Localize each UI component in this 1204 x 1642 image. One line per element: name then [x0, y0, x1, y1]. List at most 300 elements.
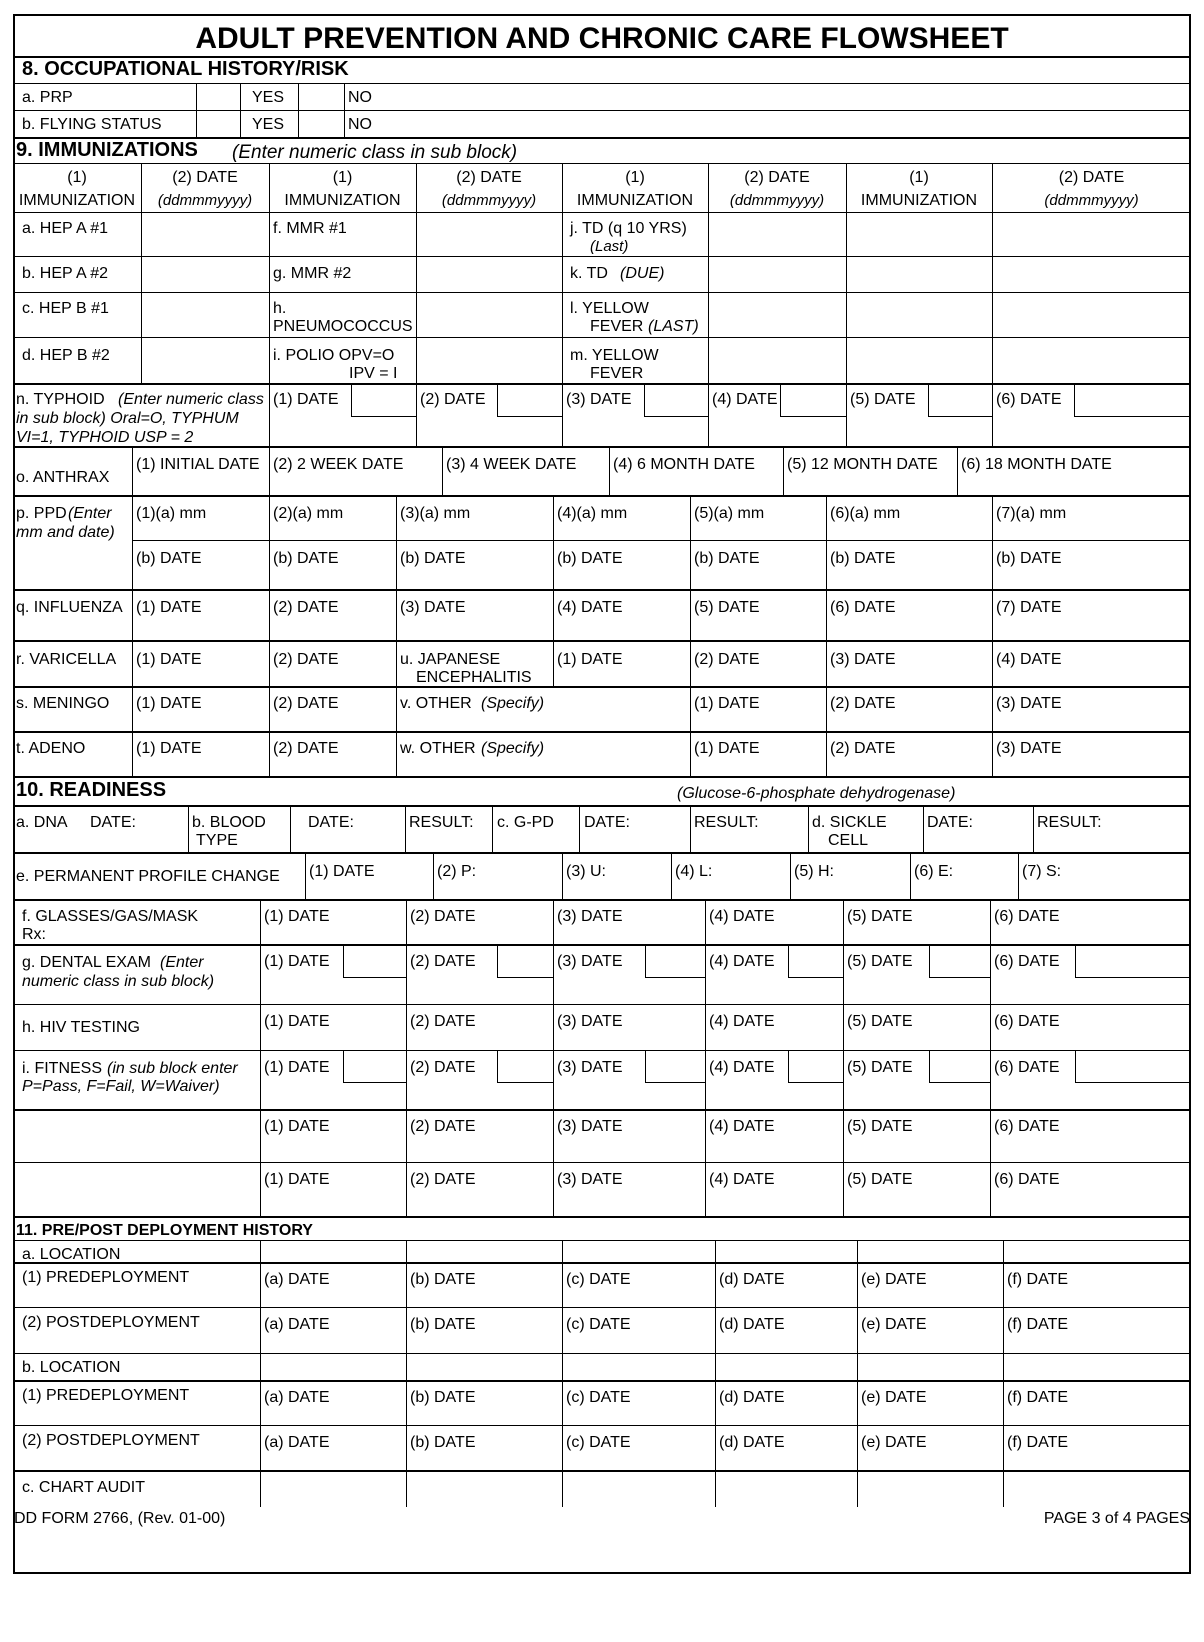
v-rule — [492, 805, 493, 852]
v-rule — [553, 1050, 554, 1109]
location-label: b. LOCATION — [22, 1359, 121, 1376]
readiness-date: (4) DATE — [709, 1059, 775, 1076]
h-rule — [13, 1004, 1191, 1005]
readiness-date: (2) DATE — [410, 953, 476, 970]
deployment-date: (e) DATE — [861, 1389, 927, 1406]
h-rule — [645, 977, 705, 978]
v-rule — [396, 495, 397, 589]
influenza-date: (4) DATE — [557, 599, 623, 616]
v-rule — [990, 1004, 991, 1050]
v-rule — [690, 495, 691, 589]
readiness-date: (1) DATE — [264, 1013, 330, 1030]
page-number: PAGE 3 of 4 PAGES — [1043, 1510, 1190, 1527]
readiness-field: DATE: — [90, 814, 136, 831]
readiness-field: d. SICKLE — [812, 814, 887, 831]
deployment-date: (c) DATE — [566, 1434, 631, 1451]
deployment-date: (e) DATE — [861, 1271, 927, 1288]
readiness-date: (3) DATE — [557, 1171, 623, 1188]
v-rule — [843, 1109, 844, 1162]
readiness-date: (2) DATE — [410, 1013, 476, 1030]
v-rule — [808, 805, 809, 852]
v-rule — [406, 944, 407, 1004]
v-rule — [396, 640, 397, 686]
deployment-date: (c) DATE — [566, 1316, 631, 1333]
other-date: (3) DATE — [996, 695, 1062, 712]
immunization-item: j. TD (q 10 YRS) — [570, 220, 687, 237]
v-rule — [553, 944, 554, 1004]
immunization-item: m. YELLOW — [570, 347, 659, 364]
h-rule — [929, 977, 990, 978]
meningo-date: (1) DATE — [136, 695, 202, 712]
v-rule — [343, 1050, 344, 1082]
chart-audit-label: c. CHART AUDIT — [22, 1479, 145, 1496]
deployment-date: (a) DATE — [264, 1271, 330, 1288]
occupational-row-label: a. PRP — [22, 89, 73, 106]
v-rule — [910, 852, 911, 899]
readiness-date: (5) DATE — [847, 1013, 913, 1030]
typhoid-label: (Enter numeric class — [118, 391, 264, 408]
deployment-date: (a) DATE — [264, 1434, 330, 1451]
varicella-date: (1) DATE — [136, 651, 202, 668]
readiness-date: (6) DATE — [994, 1118, 1060, 1135]
adeno-label: t. ADENO — [16, 740, 86, 757]
ppd-mm: (3)(a) mm — [400, 505, 471, 522]
immunization-item: g. MMR #2 — [273, 265, 352, 282]
v-rule — [788, 1050, 789, 1082]
h-rule — [13, 383, 1191, 385]
v-rule — [269, 383, 270, 446]
profile-cell: (2) P: — [437, 863, 477, 880]
h-rule — [788, 977, 843, 978]
anthrax-date: (2) 2 WEEK DATE — [273, 456, 404, 473]
section-10-header: 10. READINESS — [16, 779, 167, 801]
readiness-date: (6) DATE — [994, 1013, 1060, 1030]
col-header: (ddmmmyyyy) — [1044, 192, 1139, 209]
fitness-label: P=Pass, F=Fail, W=Waiver) — [22, 1078, 220, 1095]
h-rule — [13, 944, 1191, 946]
no-label: NO — [348, 116, 372, 133]
typhoid-label: n. TYPHOID — [16, 391, 105, 408]
typhoid-label: in sub block) Oral=O, TYPHUM — [16, 410, 239, 427]
v-rule — [690, 589, 691, 640]
v-rule — [705, 1004, 706, 1050]
h-rule — [13, 1425, 1191, 1426]
v-rule — [553, 899, 554, 944]
ppd-label: mm and date) — [16, 524, 115, 541]
typhoid-date: (4) DATE — [712, 391, 778, 408]
h-rule — [351, 416, 416, 417]
readiness-date: (1) DATE — [264, 1118, 330, 1135]
immunization-item: (DUE) — [620, 265, 665, 282]
anthrax-label: o. ANTHRAX — [16, 469, 110, 486]
v-rule — [260, 944, 261, 1004]
influenza-label: q. INFLUENZA — [16, 599, 123, 616]
v-rule — [1075, 1050, 1076, 1082]
h-rule — [13, 776, 1191, 778]
hiv-label: h. HIV TESTING — [22, 1019, 140, 1036]
v-rule — [846, 383, 847, 446]
v-rule — [553, 640, 554, 686]
v-rule — [1074, 383, 1075, 416]
readiness-date: (3) DATE — [557, 908, 623, 925]
other-date: (2) DATE — [830, 740, 896, 757]
v-rule — [396, 731, 397, 776]
readiness-field: b. BLOOD — [192, 814, 266, 831]
v-rule — [497, 1050, 498, 1082]
deployment-date: (b) DATE — [410, 1434, 476, 1451]
influenza-date: (5) DATE — [694, 599, 760, 616]
v-rule — [715, 1240, 716, 1507]
je-date: (4) DATE — [996, 651, 1062, 668]
col-header: (2) DATE — [744, 169, 810, 186]
col-header: (ddmmmyyyy) — [441, 192, 537, 209]
v-rule — [992, 589, 993, 640]
readiness-field: TYPE — [196, 832, 238, 849]
col-header: (2) DATE — [172, 169, 238, 186]
v-rule — [406, 1004, 407, 1050]
deployment-date: (d) DATE — [719, 1389, 785, 1406]
v-rule — [788, 944, 789, 977]
col-header: (1) — [909, 169, 929, 186]
h-rule — [13, 589, 1191, 591]
v-rule — [260, 1050, 261, 1109]
col-header: IMMUNIZATION — [18, 192, 136, 209]
h-rule — [13, 163, 1191, 164]
deployment-date: (d) DATE — [719, 1316, 785, 1333]
v-rule — [826, 731, 827, 776]
anthrax-date: (1) INITIAL DATE — [136, 456, 260, 473]
col-header: (ddmmmyyyy) — [729, 192, 825, 209]
readiness-date: (5) DATE — [847, 953, 913, 970]
flowsheet-form — [13, 14, 1191, 1574]
h-rule — [343, 977, 406, 978]
v-rule — [990, 1162, 991, 1216]
form-title: ADULT PREVENTION AND CHRONIC CARE FLOWSHEET — [195, 22, 1009, 55]
v-rule — [396, 589, 397, 640]
meningo-date: (2) DATE — [273, 695, 339, 712]
immunization-item: (LAST) — [648, 318, 699, 335]
profile-cell: (1) DATE — [309, 863, 375, 880]
h-rule — [13, 852, 1191, 854]
readiness-field: RESULT: — [1037, 814, 1102, 831]
ppd-date: (b) DATE — [400, 550, 466, 567]
v-rule — [923, 805, 924, 852]
v-rule — [132, 589, 133, 640]
col-header: (1) — [67, 169, 87, 186]
ppd-mm: (7)(a) mm — [996, 505, 1067, 522]
immunization-item: FEVER — [590, 365, 644, 382]
readiness-date: (2) DATE — [410, 1171, 476, 1188]
v-rule — [705, 899, 706, 944]
deployment-date: (f) DATE — [1007, 1316, 1069, 1333]
yes-label: YES — [252, 116, 285, 133]
readiness-date: (2) DATE — [410, 1059, 476, 1076]
readiness-date: (6) DATE — [994, 908, 1060, 925]
h-rule — [13, 1240, 1191, 1241]
h-rule — [13, 640, 1191, 642]
immunization-item: h. — [273, 300, 287, 317]
v-rule — [344, 83, 345, 137]
je-date: (2) DATE — [694, 651, 760, 668]
readiness-date: (5) DATE — [847, 1118, 913, 1135]
v-rule — [553, 1109, 554, 1162]
v-rule — [992, 383, 993, 446]
h-rule — [343, 1082, 406, 1083]
h-rule — [13, 1380, 1191, 1382]
influenza-date: (3) DATE — [400, 599, 466, 616]
je-label: ENCEPHALITIS — [416, 669, 532, 686]
readiness-date: (4) DATE — [709, 1171, 775, 1188]
v-rule — [826, 495, 827, 589]
col-header: IMMUNIZATION — [860, 192, 978, 209]
readiness-date: (6) DATE — [994, 953, 1060, 970]
deployment-date: (c) DATE — [566, 1271, 631, 1288]
readiness-date: (4) DATE — [709, 1013, 775, 1030]
readiness-date: (1) DATE — [264, 1059, 330, 1076]
readiness-field: CELL — [828, 832, 869, 849]
v-rule — [132, 686, 133, 731]
readiness-date: (2) DATE — [410, 1118, 476, 1135]
v-rule — [260, 1109, 261, 1162]
v-rule — [1033, 805, 1034, 852]
h-rule — [13, 256, 1191, 257]
deployment-date: (a) DATE — [264, 1316, 330, 1333]
deployment-date: (e) DATE — [861, 1316, 927, 1333]
v-rule — [992, 686, 993, 731]
other-date: (1) DATE — [694, 695, 760, 712]
deployment-date: (f) DATE — [1007, 1389, 1069, 1406]
v-rule — [843, 1162, 844, 1216]
varicella-label: r. VARICELLA — [16, 651, 117, 668]
v-rule — [562, 383, 563, 446]
v-rule — [705, 1109, 706, 1162]
section-11-header: 11. PRE/POST DEPLOYMENT HISTORY — [16, 1222, 313, 1239]
v-rule — [132, 731, 133, 776]
dental-label: numeric class in sub block) — [22, 973, 215, 990]
fitness-label: i. FITNESS — [22, 1060, 103, 1077]
immunization-item: PNEUMOCOCCUS — [273, 318, 413, 335]
col-header: (1) — [332, 169, 353, 186]
anthrax-date: (5) 12 MONTH DATE — [787, 456, 938, 473]
deployment-date: (c) DATE — [566, 1389, 631, 1406]
ppd-date: (b) DATE — [136, 550, 202, 567]
deployment-label: (1) PREDEPLOYMENT — [22, 1269, 190, 1286]
immunization-item: IPV = I — [349, 365, 398, 382]
v-rule — [396, 686, 397, 731]
col-header: IMMUNIZATION — [576, 192, 694, 209]
h-rule — [13, 292, 1191, 293]
v-rule — [553, 495, 554, 589]
h-rule — [788, 1082, 843, 1083]
v-rule — [857, 1240, 858, 1507]
ppd-mm: (6)(a) mm — [830, 505, 901, 522]
other-date: (3) DATE — [996, 740, 1062, 757]
readiness-date: (5) DATE — [847, 1059, 913, 1076]
h-rule — [13, 1470, 1191, 1472]
v-rule — [269, 589, 270, 640]
section-9-header: 9. IMMUNIZATIONS — [16, 139, 198, 161]
h-rule — [497, 977, 553, 978]
readiness-field: DATE: — [927, 814, 973, 831]
v-rule — [705, 1162, 706, 1216]
v-rule — [826, 640, 827, 686]
other-label: (Specify) — [481, 740, 545, 757]
v-rule — [406, 899, 407, 944]
ppd-mm: (1)(a) mm — [136, 505, 207, 522]
profile-cell: (3) U: — [566, 863, 606, 880]
h-rule — [644, 416, 708, 417]
h-rule — [13, 731, 1191, 733]
typhoid-date: (6) DATE — [996, 391, 1062, 408]
je-date: (1) DATE — [557, 651, 623, 668]
ppd-label: (Enter — [68, 505, 112, 522]
deployment-date: (b) DATE — [410, 1271, 476, 1288]
influenza-date: (7) DATE — [996, 599, 1062, 616]
readiness-date: (2) DATE — [410, 908, 476, 925]
h-rule — [13, 1109, 1191, 1111]
ppd-date: (b) DATE — [694, 550, 760, 567]
deployment-date: (f) DATE — [1007, 1434, 1069, 1451]
immunization-item: f. MMR #1 — [273, 220, 347, 237]
readiness-date: (3) DATE — [557, 1013, 623, 1030]
dental-label: (Enter — [160, 954, 204, 971]
v-rule — [1003, 1240, 1004, 1507]
v-rule — [260, 1240, 261, 1507]
v-rule — [783, 446, 784, 495]
location-label: a. LOCATION — [22, 1246, 121, 1263]
meningo-label: s. MENINGO — [16, 695, 110, 712]
v-rule — [562, 852, 563, 899]
h-rule — [13, 110, 1191, 111]
h-rule — [13, 1216, 1191, 1218]
v-rule — [132, 640, 133, 686]
v-rule — [132, 446, 133, 495]
typhoid-date: (5) DATE — [850, 391, 916, 408]
v-rule — [553, 1004, 554, 1050]
readiness-date: (5) DATE — [847, 1171, 913, 1188]
v-rule — [497, 383, 498, 416]
v-rule — [298, 83, 299, 137]
readiness-field: a. DNA — [16, 814, 68, 831]
h-rule — [780, 416, 846, 417]
readiness-date: (1) DATE — [264, 908, 330, 925]
v-rule — [269, 446, 270, 495]
adeno-date: (1) DATE — [136, 740, 202, 757]
immunization-item: (Last) — [590, 238, 629, 255]
v-rule — [705, 1050, 706, 1109]
v-rule — [305, 852, 306, 899]
v-rule — [196, 83, 197, 137]
v-rule — [269, 495, 270, 589]
deployment-date: (f) DATE — [1007, 1271, 1069, 1288]
v-rule — [442, 446, 443, 495]
v-rule — [433, 852, 434, 899]
v-rule — [553, 1162, 554, 1216]
other-label: w. OTHER — [400, 740, 476, 757]
v-rule — [351, 383, 352, 416]
v-rule — [990, 1109, 991, 1162]
v-rule — [992, 495, 993, 589]
typhoid-date: (3) DATE — [566, 391, 632, 408]
immunization-item: FEVER — [590, 318, 644, 335]
h-rule — [13, 899, 1191, 901]
adeno-date: (2) DATE — [273, 740, 339, 757]
v-rule — [260, 1004, 261, 1050]
readiness-field: DATE: — [308, 814, 354, 831]
v-rule — [406, 1109, 407, 1162]
v-rule — [609, 446, 610, 495]
ppd-date: (b) DATE — [273, 550, 339, 567]
v-rule — [343, 944, 344, 977]
immunization-item: c. HEP B #1 — [22, 300, 109, 317]
v-rule — [579, 805, 580, 852]
h-rule — [13, 805, 1191, 807]
profile-label: e. PERMANENT PROFILE CHANGE — [16, 868, 280, 885]
h-rule — [13, 1050, 1191, 1051]
v-rule — [929, 1050, 930, 1082]
v-rule — [497, 944, 498, 977]
readiness-date: (4) DATE — [709, 908, 775, 925]
profile-cell: (7) S: — [1022, 863, 1062, 880]
h-rule — [13, 686, 1191, 688]
immunization-item: l. YELLOW — [570, 300, 649, 317]
immunization-item: a. HEP A #1 — [22, 220, 108, 237]
v-rule — [406, 1162, 407, 1216]
deployment-label: (1) PREDEPLOYMENT — [22, 1387, 190, 1404]
ppd-date: (b) DATE — [996, 550, 1062, 567]
v-rule — [690, 731, 691, 776]
deployment-date: (e) DATE — [861, 1434, 927, 1451]
h-rule — [1075, 977, 1191, 978]
v-rule — [690, 640, 691, 686]
v-rule — [826, 686, 827, 731]
v-rule — [562, 1240, 563, 1507]
h-rule — [1075, 1082, 1191, 1083]
typhoid-label: VI=1, TYPHOID USP = 2 — [16, 429, 194, 446]
col-header: (2) DATE — [1058, 169, 1125, 186]
h-rule — [645, 1082, 705, 1083]
v-rule — [240, 83, 241, 137]
v-rule — [260, 1162, 261, 1216]
h-rule — [13, 83, 1191, 84]
ppd-date: (b) DATE — [830, 550, 896, 567]
v-rule — [645, 1050, 646, 1082]
v-rule — [990, 944, 991, 1004]
v-rule — [690, 805, 691, 852]
readiness-field: DATE: — [584, 814, 630, 831]
readiness-field: c. G-PD — [497, 814, 554, 831]
influenza-date: (6) DATE — [830, 599, 896, 616]
readiness-date: (5) DATE — [847, 908, 913, 925]
v-rule — [553, 589, 554, 640]
h-rule — [928, 416, 992, 417]
h-rule — [132, 540, 1191, 541]
col-header: IMMUNIZATION — [284, 192, 401, 209]
readiness-date: (3) DATE — [557, 1118, 623, 1135]
h-rule — [13, 212, 1191, 213]
h-rule — [13, 495, 1191, 497]
section-8-header: 8. OCCUPATIONAL HISTORY/RISK — [22, 58, 349, 80]
deployment-date: (b) DATE — [410, 1316, 476, 1333]
anthrax-date: (6) 18 MONTH DATE — [961, 456, 1112, 473]
no-label: NO — [348, 89, 372, 106]
je-date: (3) DATE — [830, 651, 896, 668]
anthrax-date: (4) 6 MONTH DATE — [613, 456, 755, 473]
ppd-mm: (5)(a) mm — [694, 505, 765, 522]
deployment-date: (b) DATE — [410, 1389, 476, 1406]
h-rule — [1074, 416, 1191, 417]
v-rule — [780, 383, 781, 416]
